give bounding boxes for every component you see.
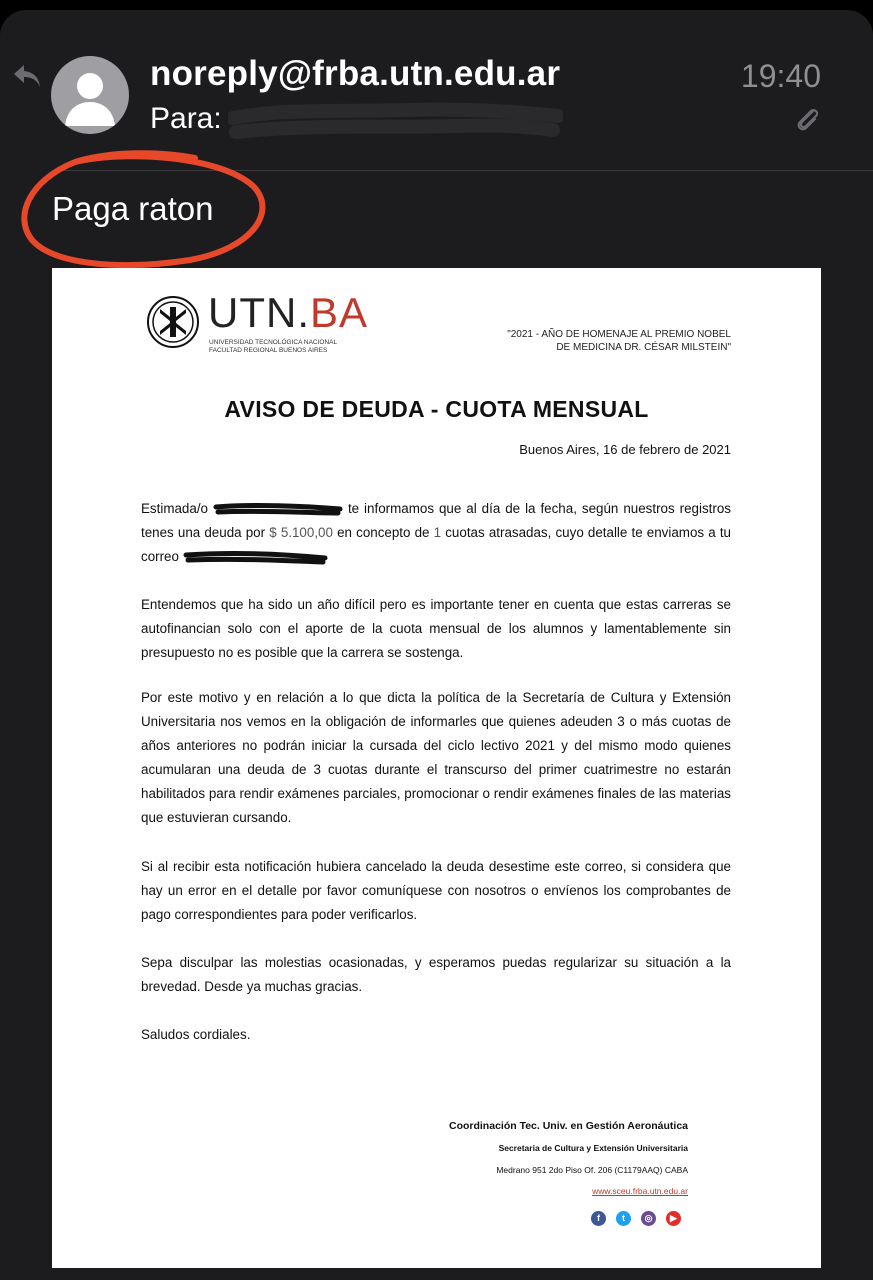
name-redaction bbox=[213, 501, 343, 517]
paragraph-4: Si al recibir esta notificación hubiera cancelado la deuda desestime este correo, si considera que hay un error en el detalle por favor comuníquese con nosotros o envíenos los comprobantes de pago correspondientes para poder verificarlos. bbox=[141, 859, 731, 922]
sender-address[interactable]: noreply@frba.utn.edu.ar bbox=[150, 54, 561, 93]
paragraph-2: Entendemos que ha sido un año difícil pero es importante tener en cuenta que estas carreras se autofinancian solo con el aporte de la cuota mensual de los alumnos y lamentablemente sin presupuesto no es posible que la carrera se sostenga. bbox=[141, 597, 731, 660]
facebook-icon[interactable]: f bbox=[591, 1211, 606, 1226]
document-date: Buenos Aires, 16 de febrero de 2021 bbox=[519, 442, 731, 457]
utn-logo bbox=[146, 289, 369, 354]
recipient-redaction bbox=[228, 98, 563, 146]
twitter-icon[interactable]: t bbox=[616, 1211, 631, 1226]
attached-document bbox=[52, 268, 821, 1268]
signature-secretaria: Secretaria de Cultura y Extensión Universitaria bbox=[498, 1143, 688, 1153]
social-links bbox=[591, 1211, 681, 1226]
person-avatar-icon bbox=[51, 56, 129, 134]
circle-annotation bbox=[15, 148, 270, 274]
received-time: 19:40 bbox=[740, 58, 821, 94]
signature-address: Medrano 951 2do Piso Of. 206 (C1179AAQ) CABA bbox=[496, 1165, 688, 1175]
paperclip-icon[interactable] bbox=[793, 105, 823, 135]
paragraph-5: Sepa disculpar las molestias ocasionadas, y esperamos puedas regularizar su situación a la brevedad. Desde ya muchas gracias. bbox=[141, 955, 731, 994]
paragraph-3: Por este motivo y en relación a lo que dicta la política de la Secretaría de Cultura y Extensión Universitaria nos vemos en la obligación de informarles que quienes adeuden 3 o más cuotas de años anteriores no podrán iniciar la cursada del ciclo lectivo 2021 y del mismo modo quienes acumularan una deuda de 3 cuotas durante el transcurso del primer cuatrimestre no estarán habilitados para rendir exámenes parciales, promocionar o rendir exámenes finales de las materias que estuvieran cursando. bbox=[141, 690, 731, 825]
signature-website-link[interactable]: www.sceu.frba.utn.edu.ar bbox=[592, 1186, 688, 1196]
paragraph-6: Saludos cordiales. bbox=[141, 1027, 251, 1042]
signature-department: Coordinación Tec. Univ. en Gestión Aeronáutica bbox=[448, 1120, 688, 1132]
youtube-icon[interactable]: ▶ bbox=[666, 1211, 681, 1226]
instagram-icon[interactable]: ◎ bbox=[641, 1211, 656, 1226]
paragraph-1: Estimada/o te informamos que al día de la fecha, según nuestros registros tenes una deuda por $ 5.100,00 en concepto de 1 cuotas atrasadas, cuyo detalle te enviamos a tu correo bbox=[141, 501, 731, 564]
year-motto: "2021 - AÑO DE HOMENAJE AL PREMIO NOBEL DE MEDICINA DR. CÉSAR MILSTEIN" bbox=[507, 329, 731, 353]
logo-wordmark: UTN.BA bbox=[208, 289, 369, 336]
document-title: AVISO DE DEUDA - CUOTA MENSUAL bbox=[224, 396, 649, 422]
utn-emblem-icon bbox=[146, 295, 200, 349]
email-subject: Paga raton bbox=[52, 190, 214, 227]
email-redaction bbox=[183, 549, 328, 565]
logo-subtitle: UNIVERSIDAD TECNOLÓGICA NACIONAL FACULTAD REGIONAL BUENOS AIRES bbox=[209, 339, 338, 354]
reply-arrow-icon[interactable] bbox=[12, 62, 42, 90]
to-label: Para: bbox=[150, 102, 222, 135]
